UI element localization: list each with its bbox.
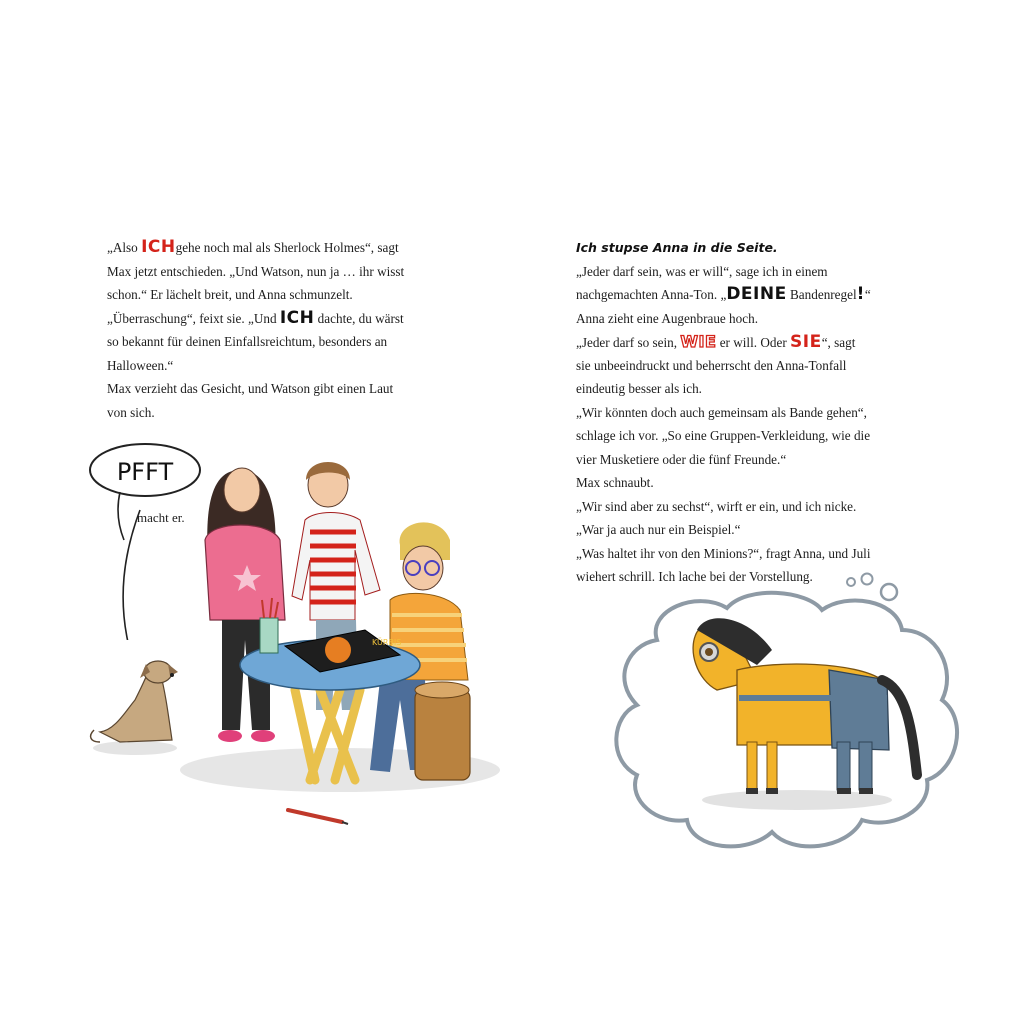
emphasis-word: SIE <box>790 332 822 352</box>
emphasis-word: ICH <box>279 307 315 328</box>
emphasis-word: ICH <box>141 237 176 257</box>
emphasis-word: DEINE <box>726 284 787 304</box>
text-line: „Was haltet ihr von den Minions?“, fragt Anna, und Juli <box>576 545 871 561</box>
text-line: „Wir könnten doch auch gemeinsam als Bande gehen“, <box>576 404 867 420</box>
book-title: KÜRBIS <box>372 638 402 647</box>
emphasis-word: ! <box>856 284 865 304</box>
caption: macht er. <box>137 510 185 525</box>
text-line: schon.“ Er lächelt breit, und Anna schmunzelt. <box>107 287 353 302</box>
text-line: Max verzieht das Gesicht, und Watson gibt einen Laut <box>107 381 394 396</box>
right-page <box>512 0 1024 1024</box>
section-heading: Ich stupse Anna in die Seite. <box>576 240 778 255</box>
children-table-illustration <box>80 450 500 850</box>
text-line: schlage ich vor. „So eine Gruppen-Verkleidung, wie die <box>576 428 871 443</box>
text-line: wiehert schrill. Ich lache bei der Vorstellung. <box>576 569 813 584</box>
text-line: „Jeder darf so sein, WIE er will. Oder SIE“, sagt <box>576 332 856 352</box>
text-line: sie unbeeindruckt und beherrscht den Anna-Tonfall <box>576 357 847 373</box>
pencil <box>288 810 348 824</box>
text-line: „Wir sind aber zu sechst“, wirft er ein, und ich nicke. <box>576 498 857 514</box>
dog <box>91 661 178 742</box>
text-line: Halloween.“ <box>107 357 174 373</box>
speech-bubble-text: PFFT <box>116 458 174 486</box>
text-line: Anna zieht eine Augenbraue hoch. <box>576 310 758 326</box>
text-line: Max jetzt entschieden. „Und Watson, nun ja … ihr wisst <box>107 263 405 279</box>
thought-cloud-illustration <box>597 570 997 870</box>
girl-pink-sweater <box>205 468 285 742</box>
text-line: nachgemachten Anna-Ton. „DEINE Bandenregel!“ <box>576 284 871 304</box>
text-line: eindeutig besser als ich. <box>576 381 702 396</box>
text-line: „Jeder darf sein, was er will“, sage ich in einem <box>576 263 828 279</box>
text-line: von sich. <box>107 404 155 420</box>
left-page-text <box>107 236 447 424</box>
text-line: vier Musketiere oder die fünf Freunde.“ <box>576 451 787 467</box>
thought-bubbles <box>847 574 897 601</box>
right-page-text <box>576 236 916 589</box>
emphasis-word: WIE <box>680 332 717 351</box>
text-line: „Überraschung“, feixt sie. „Und ICH dachte, du wärst <box>107 307 404 328</box>
text-line: „War ja auch nur ein Beispiel.“ <box>576 522 741 537</box>
text-line: so bekannt für deinen Einfallsreichtum, besonders an <box>107 334 388 349</box>
text-line: „Also ICHgehe noch mal als Sherlock Holmes“, sagt <box>107 237 399 257</box>
text-line: Max schnaubt. <box>576 475 654 490</box>
